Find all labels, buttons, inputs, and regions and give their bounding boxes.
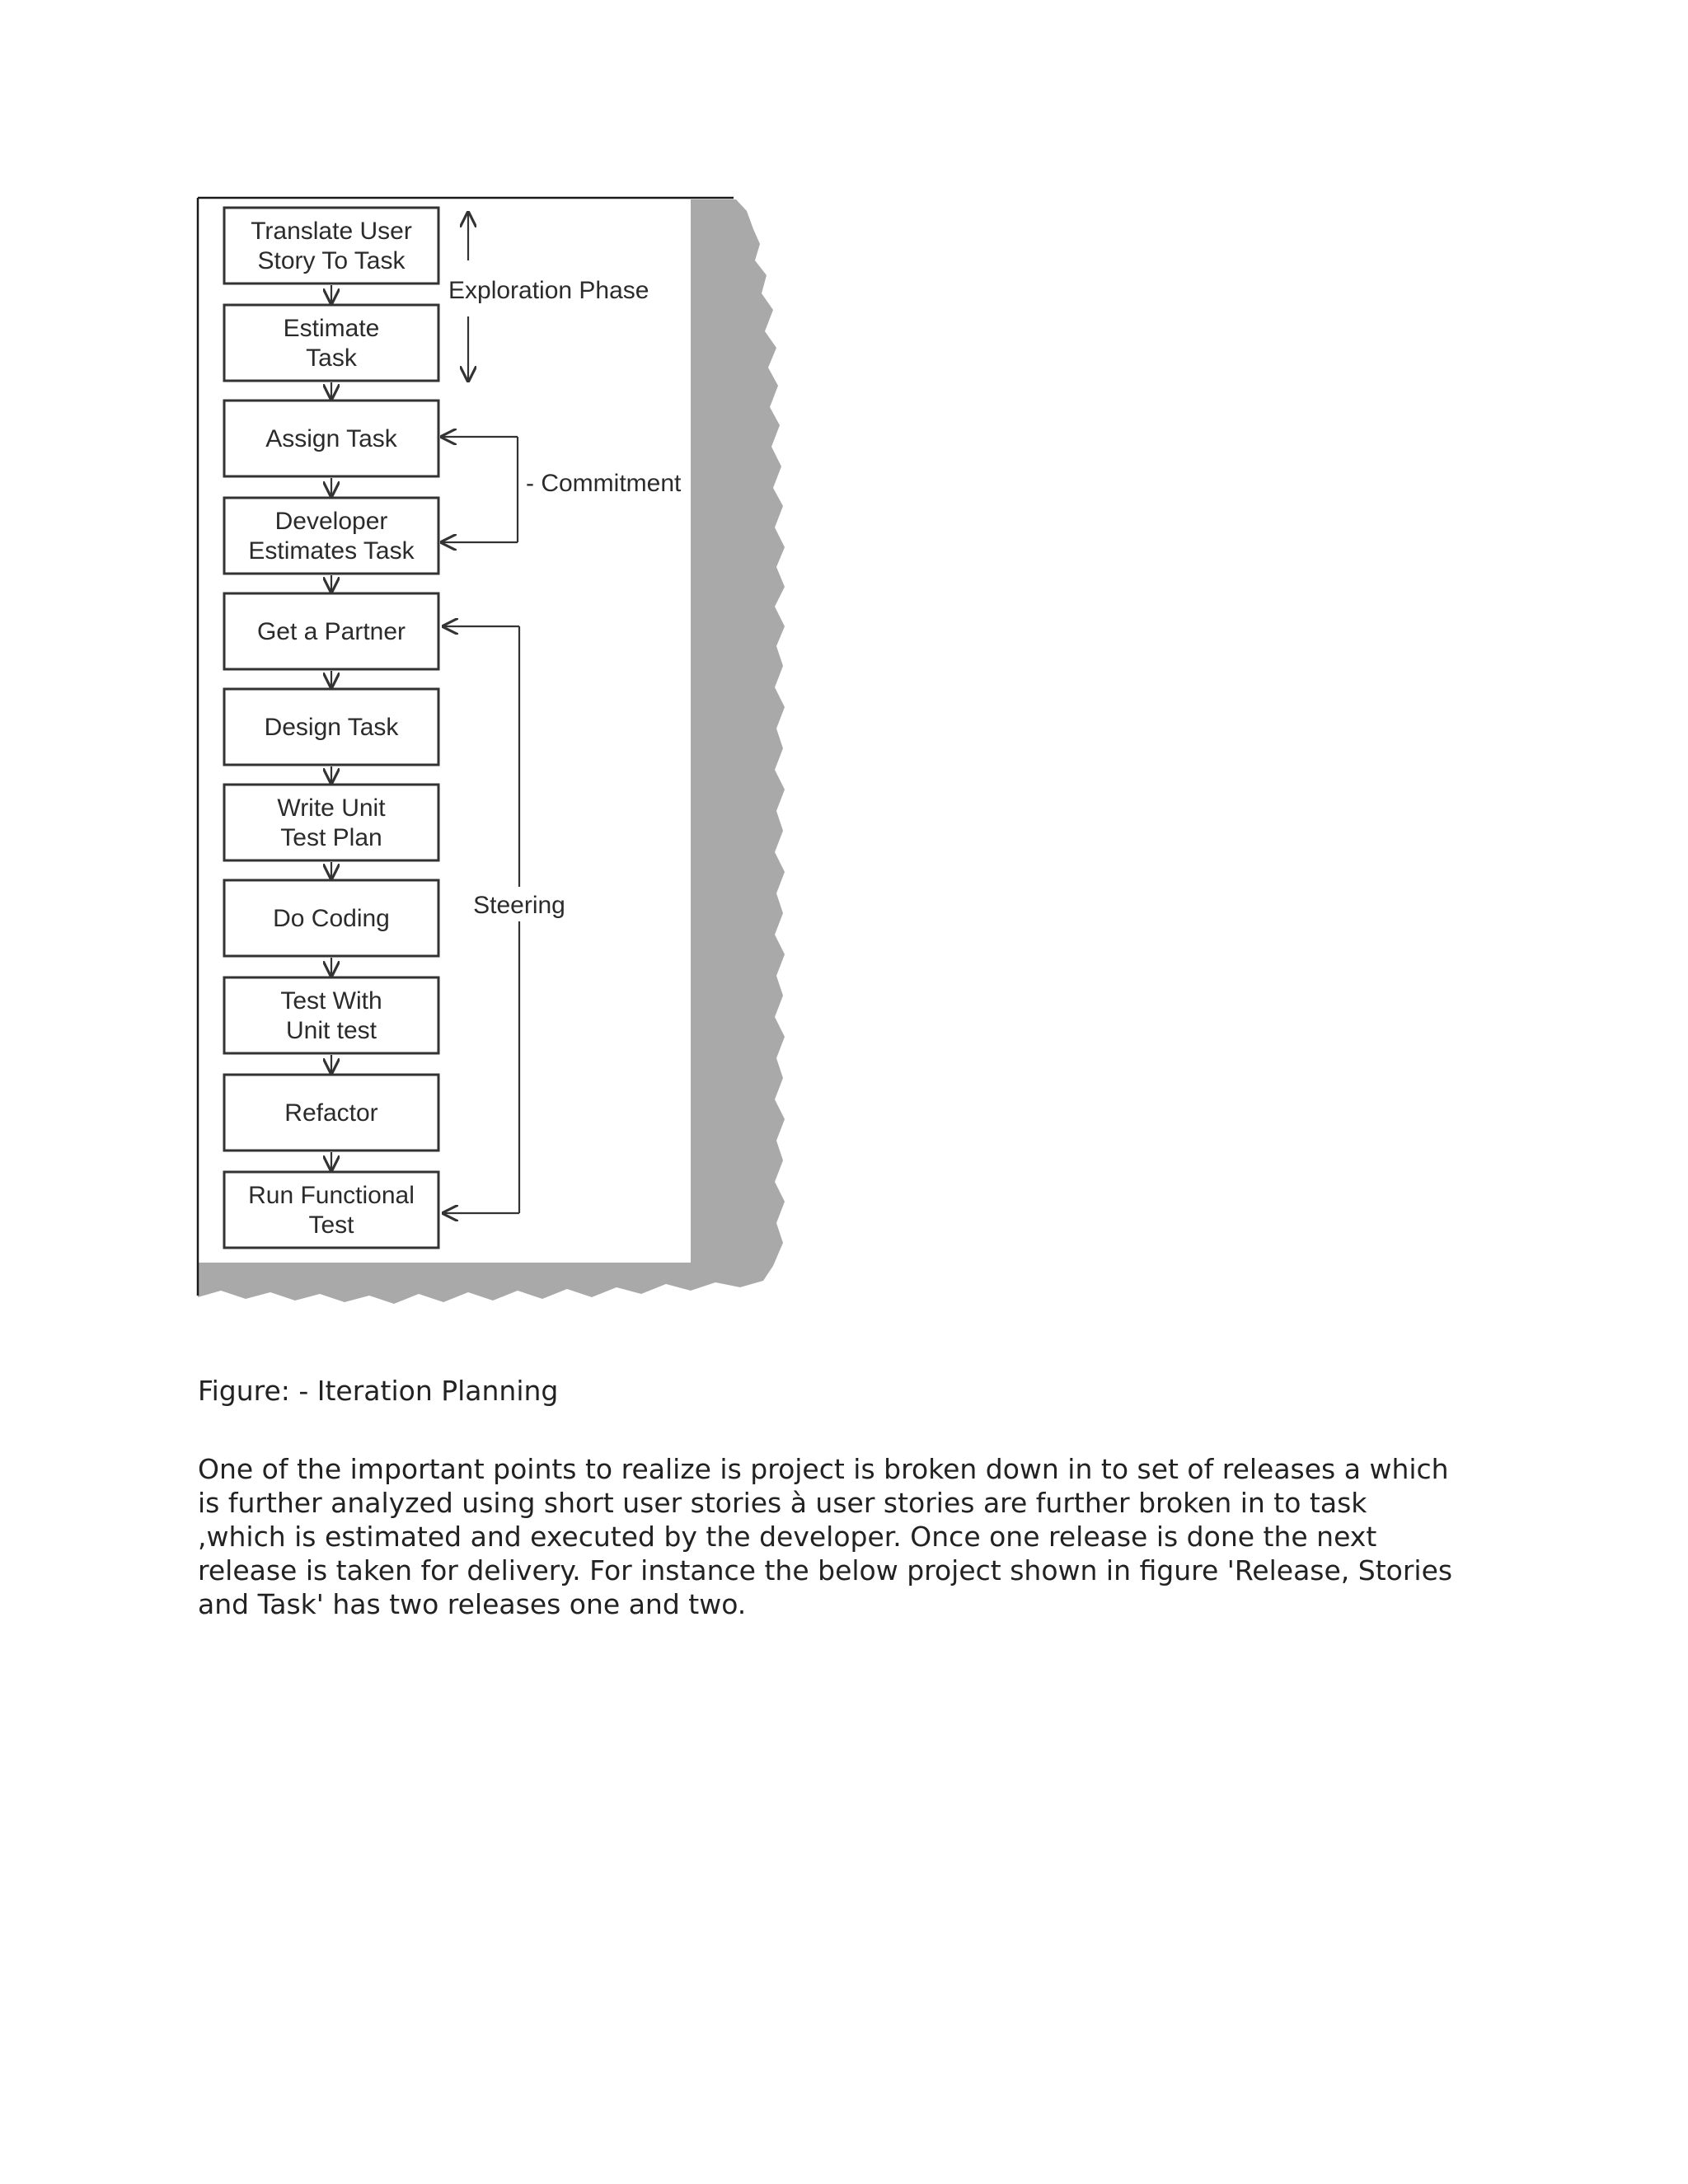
step-label: Translate User — [251, 218, 412, 245]
step-label: Task — [306, 344, 357, 372]
step-label: Test — [308, 1212, 354, 1239]
paragraph-line: is further analyzed using short user stories à user stories are further broken in to task — [198, 1487, 1367, 1519]
exploration-phase-label: Exploration Phase — [448, 277, 649, 304]
process-step-box — [224, 785, 438, 860]
step-label: Unit test — [285, 1017, 377, 1044]
figure-caption: Figure: - Iteration Planning — [198, 1375, 559, 1407]
process-step-box — [224, 498, 438, 574]
process-step-box — [224, 689, 438, 765]
paragraph-line: One of the important points to realize is project is broken down in to set of releases a which — [198, 1453, 1449, 1485]
step-label: Developer — [274, 508, 388, 535]
step-label: Estimates Task — [248, 537, 415, 565]
step-label: Assign Task — [265, 425, 397, 452]
process-step-box — [224, 305, 438, 381]
paragraph-line: release is taken for delivery. For instance the below project shown in figure 'Release, Stories — [198, 1554, 1453, 1586]
paragraph-line: ,which is estimated and executed by the developer. Once one release is done the next — [198, 1521, 1377, 1553]
step-label: Story To Task — [257, 247, 406, 274]
step-label: Write Unit — [277, 794, 386, 822]
step-label: Do Coding — [273, 905, 390, 932]
step-label: Test With — [280, 987, 382, 1015]
body-paragraph — [198, 1452, 1533, 1621]
process-step-box — [224, 1172, 438, 1248]
process-step-box — [224, 593, 438, 669]
process-step-box — [224, 1075, 438, 1151]
step-label: Test Plan — [280, 824, 382, 851]
process-step-box — [224, 208, 438, 284]
iteration-planning-diagram — [196, 194, 790, 1340]
paragraph-line: and Task' has two releases one and two. — [198, 1588, 747, 1620]
step-label: Design Task — [264, 714, 399, 741]
process-step-box — [224, 977, 438, 1053]
steering-label: Steering — [473, 892, 565, 919]
step-label: Get a Partner — [256, 618, 406, 645]
step-label: Estimate — [283, 315, 380, 342]
step-label: Refactor — [284, 1099, 378, 1127]
commitment-label: - Commitment — [526, 470, 682, 497]
process-step-box — [224, 401, 438, 476]
step-label: Run Functional — [248, 1182, 415, 1209]
process-step-box — [224, 880, 438, 956]
iteration-planning-figure — [196, 194, 790, 1340]
